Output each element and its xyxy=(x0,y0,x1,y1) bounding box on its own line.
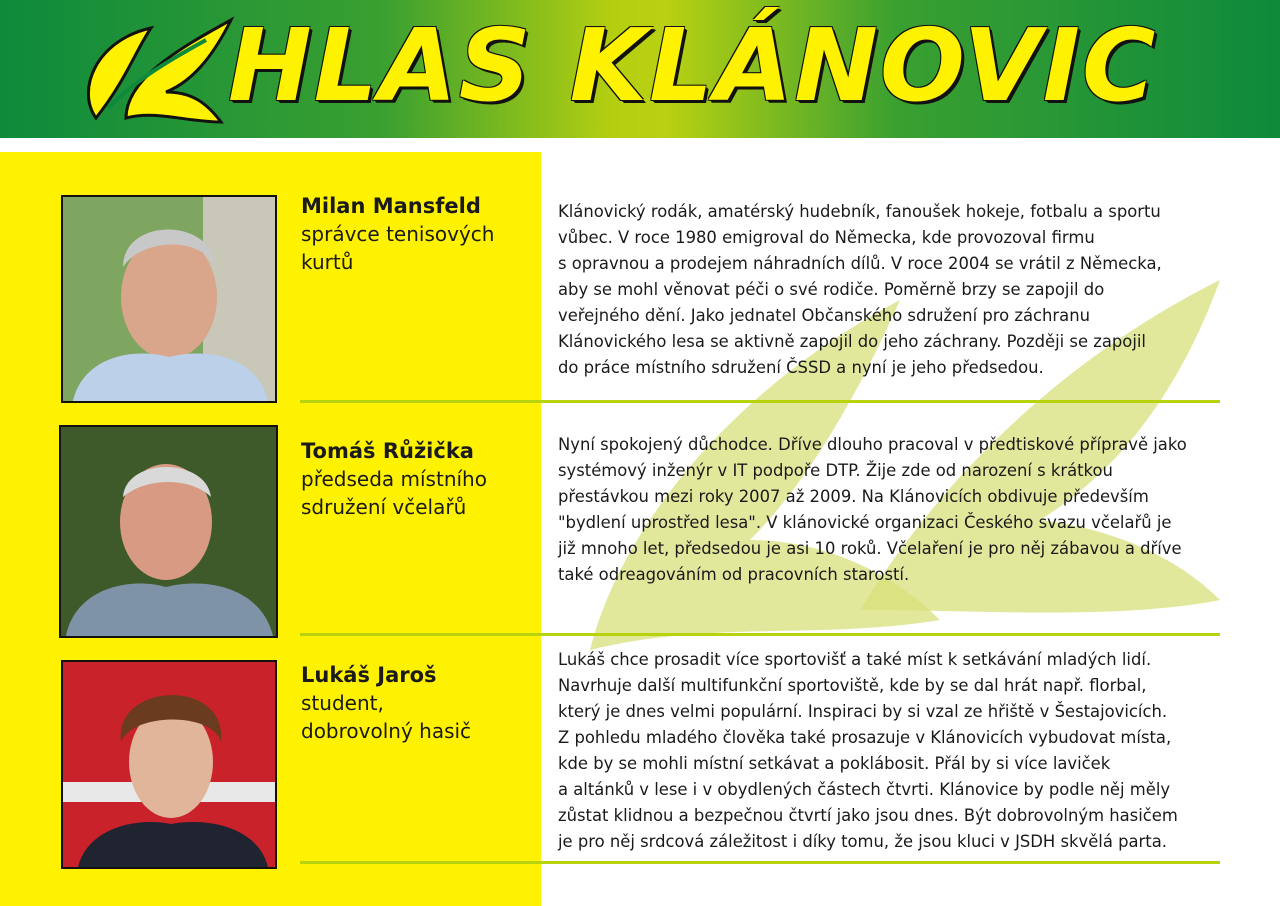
section-divider xyxy=(300,861,1220,864)
leaf-k-logo-icon xyxy=(56,10,256,126)
page-title: HLAS KLÁNOVIC xyxy=(228,7,1158,124)
person-role: správce tenisových kurtů xyxy=(301,222,495,274)
section-divider xyxy=(300,400,1220,403)
person-bio: Nyní spokojený důchodce. Dříve dlouho pracoval v předtiskové přípravě jako systémový inženýr v IT podpoře DTP. Žije zde od narození s krátkou přestávkou mezi roky 2007 až 2009. Na Klánovicích obdivuje především "bydlení uprostřed lesa". V klánovické organizaci Českého svazu včelařů je již mnoho let, předsedou je asi 10 roků. Včelaření je pro něj zábavou a dříve také odreagováním od pracovních starostí. xyxy=(558,435,1187,584)
person-role: student, dobrovolný hasič xyxy=(301,691,472,743)
person-card-3 xyxy=(301,661,536,745)
person-card-1 xyxy=(301,192,536,276)
person-name: Tomáš Růžička xyxy=(301,439,474,463)
person-bio: Klánovický rodák, amatérský hudebník, fanoušek hokeje, fotbalu a sportu vůbec. V roce 1980 emigroval do Německa, kde provozoval firmu s opravnou a prodejem náhradních dílů. V roce 2004 se vrátil z Německa, aby se mohl věnovat péči o své rodiče. Poměrně brzy se zapojil do veřejného dění. Jako jednatel Občanského sdružení pro záchranu Klánovického lesa se aktivně zapojil do jeho záchrany. Později se zapojil do práce místního sdružení ČSSD a nyní je jeho předsedou. xyxy=(558,202,1162,377)
portrait-photo xyxy=(61,195,277,403)
person-name: Milan Mansfeld xyxy=(301,194,481,218)
header-banner xyxy=(0,0,1280,138)
person-role: předseda místního sdružení včelařů xyxy=(301,467,487,519)
portrait-photo xyxy=(61,660,277,869)
section-divider xyxy=(300,633,1220,636)
person-card-2 xyxy=(301,437,536,521)
person-bio: Lukáš chce prosadit více sportovišť a také míst k setkávání mladých lidí. Navrhuje další multifunkční sportoviště, kde by se dal hrát např. florbal, který je dnes velmi populární. Inspiraci by si vzal ze hřiště v Šestajovicích. Z pohledu mladého člověka také prosazuje v Klánovicích vybudovat místa, kde by se mohli místní setkávat a poklábosit. Přál by si více laviček a altánků v lese i v obydlených částech čtvrti. Klánovice by podle něj měly zůstat klidnou a bezpečnou čtvrtí jako jsou dnes. Být dobrovolným hasičem je pro něj srdcová záležitost i díky tomu, že jsou kluci v JSDH skvělá parta. xyxy=(558,650,1178,851)
portrait-photo xyxy=(59,425,278,638)
person-name: Lukáš Jaroš xyxy=(301,663,437,687)
